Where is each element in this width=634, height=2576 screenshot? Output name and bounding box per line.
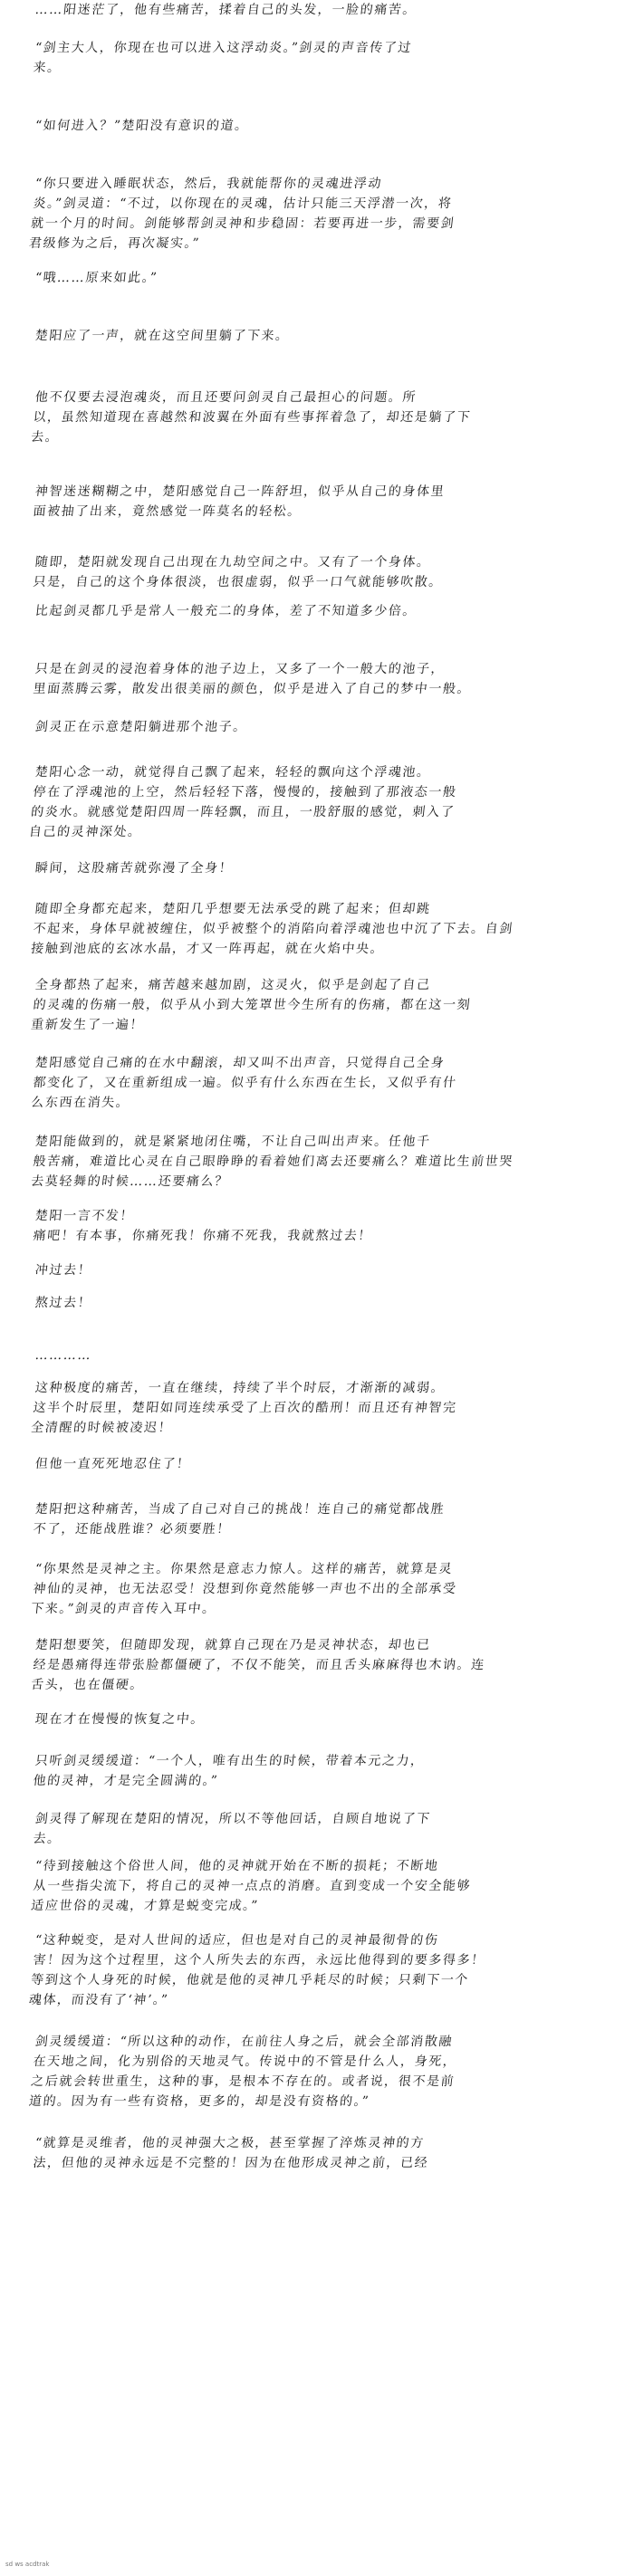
- paragraph: [32, 482, 598, 522]
- text-line: 么东西在消失。: [30, 1096, 131, 1110]
- paragraph: [34, 717, 598, 737]
- paragraph: [30, 1856, 598, 1916]
- paragraph: [28, 1930, 598, 2010]
- text-line: 楚阳心念一动，就觉得自己飘了起来，轻轻的飘向这个浮魂池。: [34, 765, 432, 780]
- paragraph: [34, 1709, 598, 1729]
- paragraph: [28, 174, 598, 254]
- paragraph: [34, 116, 598, 136]
- paragraph: [34, 1260, 598, 1280]
- text-line: 害！因为这个过程里，这个人所失去的东西，永远比他得到的要多得多！: [32, 1953, 486, 1968]
- text-line: 剑灵缓缓道：“所以这种的动作，在前往人身之后，就会全部消散融: [34, 2035, 454, 2049]
- text-line: 随即，楚阳就发现自己出现在九劫空间之中。又有了一个身体。: [34, 555, 432, 570]
- paragraph: [32, 1499, 598, 1539]
- text-line: 冲过去！: [34, 1263, 93, 1278]
- paragraph: [32, 659, 598, 699]
- text-line: 就一个月的时间。剑能够帮剑灵神和步稳固：若要再进一步，需要剑: [30, 216, 456, 231]
- text-line: 楚阳一言不发！: [34, 1209, 135, 1223]
- text-line: 熬过去！: [34, 1296, 93, 1310]
- text-line: 适应世俗的灵魂，才算是蜕变完成。”: [30, 1899, 260, 1913]
- text-line: 之后就会转世重生，这种的事，是根本不存在的。或者说，很不是前: [30, 2074, 456, 2089]
- paragraph: [30, 388, 598, 447]
- text-line: 这半个时辰里，楚阳如同连续承受了上百次的酷刑！而且还有神智完: [32, 1401, 458, 1415]
- text-line: 的炎水。就感觉楚阳四周一阵轻飘，而且，一股舒服的感觉，刺入了: [30, 805, 456, 819]
- text-line: 接触到池底的玄冰水晶，才又一阵再起，就在火焰中央。: [30, 942, 386, 956]
- text-line: 神仙的灵神，也无法忍受！没想到你竟然能够一声也不出的全部承受: [32, 1582, 458, 1596]
- text-line: 在天地之间，化为别俗的天地灵气。传说中的不管是什么人，身死，: [32, 2054, 458, 2069]
- text-line: 痛吧！有本事，你痛死我！你痛不死我，我就熬过去！: [32, 1229, 373, 1243]
- text-line: 楚阳想要笑，但随即发现，就算自己现在乃是灵神状态，却也已: [34, 1638, 432, 1652]
- text-line: “哦……原来如此。”: [34, 271, 159, 285]
- text-line: 他的灵神，才是完全圆满的。”: [32, 1774, 219, 1788]
- text-line: 般苦痛，难道比心灵在自己眼睁睁的看着她们离去还要痛么？难道比生前世哭: [32, 1154, 514, 1169]
- text-line: “就算是灵维者，他的灵神强大之极，甚至掌握了淬炼灵神的方: [34, 2136, 426, 2150]
- paragraph: [34, 1345, 598, 1365]
- text-line: 君级修为之后，再次凝实。”: [28, 236, 201, 251]
- text-line: 以，虽然知道现在喜越然和波翼在外面有些事挥着急了，却还是躺了下: [32, 410, 472, 425]
- text-line: 重新发生了一遍！: [30, 1018, 145, 1032]
- text-line: 等到这个人身死的时候，他就是他的灵神几乎耗尽的时候；只剩下一个: [30, 1973, 470, 1987]
- paragraph: [30, 1378, 598, 1438]
- text-line: …………: [34, 1348, 93, 1363]
- text-line: 楚阳能做到的，就是紧紧地闭住嘴，不让自己叫出声来。任他千: [34, 1135, 432, 1149]
- paragraph: [30, 1132, 598, 1192]
- text-line: 道的。因为有一些有资格，更多的，却是没有资格的。”: [28, 2094, 370, 2109]
- text-line: “你只要进入睡眠状态，然后，我就能帮你的灵魂进浮动: [34, 177, 383, 191]
- text-line: 去莫轻舞的时候……还要痛么？: [30, 1174, 230, 1189]
- text-line: 去。: [32, 1832, 62, 1846]
- text-line: 炎。”剑灵道：“不过，以你现在的灵魂，估计只能三天浮潜一次，将: [32, 196, 454, 211]
- text-line: 随即全身都充起来，楚阳几乎想要无法承受的跳了起来；但却跳: [34, 902, 432, 916]
- text-line: 下来。”剑灵的声音传入耳中。: [30, 1602, 217, 1616]
- text-line: 剑灵得了解现在楚阳的情况，所以不等他回话，自顾自地说了下: [34, 1812, 432, 1826]
- text-line: 全身都热了起来，痛苦越来越加剧，这灵火，似乎是剑起了自己: [34, 978, 432, 992]
- paragraph: [30, 899, 598, 959]
- text-line: 比起剑灵都几乎是常人一般充二的身体，差了不知道多少倍。: [34, 604, 418, 618]
- paragraph: [34, 326, 598, 346]
- paragraph: [32, 552, 598, 592]
- text-line: 他不仅要去浸泡魂炎，而且还要问剑灵自己最担心的问题。所: [34, 390, 418, 405]
- text-line: 不了，还能战胜谁？必须要胜！: [32, 1522, 232, 1537]
- text-line: 楚阳感觉自己痛的在水中翻滚，却又叫不出声音，只觉得自己全身: [34, 1056, 447, 1070]
- text-line: 只是，自己的这个身体很淡，也很虚弱，似乎一口气就能够吹散。: [32, 575, 444, 589]
- text-line: “这种蜕变，是对人世间的适应，但也是对自己的灵神最彻骨的伤: [34, 1933, 440, 1948]
- text-line: 这种极度的痛苦，一直在继续，持续了半个时辰，才渐渐的减弱。: [34, 1381, 447, 1395]
- text-line: 法，但他的灵神永远是不完整的！因为在他形成灵神之前，已经: [32, 2156, 430, 2170]
- text-line: 魂体，而没有了‘神’。”: [28, 1993, 170, 2007]
- text-line: 楚阳把这种痛苦，当成了自己对自己的挑战！连自己的痛觉都战胜: [34, 1502, 447, 1517]
- paragraph: [30, 1053, 598, 1113]
- page-footer-mark: sd ws acdtrak: [5, 2561, 50, 2568]
- paragraph: [30, 975, 598, 1035]
- paragraph: [34, 601, 598, 621]
- paragraph: [34, 268, 598, 288]
- text-line: 现在才在慢慢的恢复之中。: [34, 1712, 206, 1727]
- text-line: 瞬间，这股痛苦就弥漫了全身！: [34, 861, 235, 876]
- paragraph: [28, 762, 598, 842]
- text-line: ……阳迷茫了，他有些痛苦，揉着自己的头发，一脸的痛苦。: [34, 3, 418, 17]
- text-line: 去。: [30, 430, 61, 445]
- text-line: “你果然是灵神之主。你果然是意志力惊人。这样的痛苦，就算是灵: [34, 1562, 454, 1576]
- text-line: 剑灵正在示意楚阳躺进那个池子。: [34, 720, 248, 734]
- text-line: 的灵魂的伤痛一般，似乎从小到大笼罩世今生所有的伤痛，都在这一刻: [32, 998, 472, 1012]
- paragraph: [30, 1559, 598, 1619]
- paragraph: [32, 1206, 598, 1246]
- text-line: 不起来，身体早就被缠住，似乎被整个的消陷向着浮魂池也中沉了下去。自剑: [32, 922, 514, 936]
- text-line: 舌头，也在僵硬。: [30, 1678, 145, 1692]
- paragraph: [34, 1293, 598, 1313]
- text-line: 面被抽了出来，竟然感觉一阵莫名的轻松。: [32, 504, 303, 519]
- text-line: 停在了浮魂池的上空，然后轻轻下落，慢慢的，接触到了那液态一般: [32, 785, 458, 800]
- paragraph: [32, 1809, 598, 1849]
- text-line: 全清醒的时候被凌迟！: [30, 1421, 174, 1435]
- text-line: “剑主大人，你现在也可以进入这浮动炎。”剑灵的声音传了过: [34, 41, 413, 55]
- paragraph: [34, 0, 598, 20]
- text-line: 但他一直死死地忍住了！: [34, 1457, 192, 1471]
- paragraph: [32, 2133, 598, 2173]
- text-line: 经是愚痛得连带张脸都僵硬了，不仅不能笑，而且舌头麻麻得也木讷。连: [32, 1658, 486, 1672]
- paragraph: [30, 1635, 598, 1695]
- text-line: 楚阳应了一声，就在这空间里躺了下来。: [34, 329, 291, 343]
- text-line: 只听剑灵缓缓道：“一个人，唯有出生的时候，带着本元之力，: [34, 1754, 426, 1768]
- text-line: 自己的灵神深处。: [28, 825, 143, 839]
- text-line: “如何进入？”楚阳没有意识的道。: [34, 119, 250, 133]
- text-line: 来。: [32, 61, 62, 75]
- text-line: “待到接触这个俗世人间，他的灵神就开始在不断的损耗；不断地: [34, 1859, 440, 1873]
- text-line: 都变化了，又在重新组成一遍。似乎有什么东西在生长，又似乎有什: [32, 1076, 458, 1090]
- paragraph: [32, 38, 598, 78]
- text-line: 只是在剑灵的浸泡着身体的池子边上，又多了一个一般大的池子，: [34, 662, 447, 676]
- text-line: 里面蒸腾云雾，散发出很美丽的颜色，似乎是进入了自己的梦中一般。: [32, 682, 472, 696]
- paragraph: [34, 1454, 598, 1474]
- paragraph: [28, 2032, 598, 2112]
- paragraph: [32, 1751, 598, 1791]
- text-line: 从一些指尖流下，将自己的灵神一点点的消磨。直到变成一个安全能够: [32, 1879, 472, 1893]
- paragraph: [34, 858, 598, 878]
- text-line: 神智迷迷糊糊之中，楚阳感觉自己一阵舒坦，似乎从自己的身体里: [34, 484, 447, 499]
